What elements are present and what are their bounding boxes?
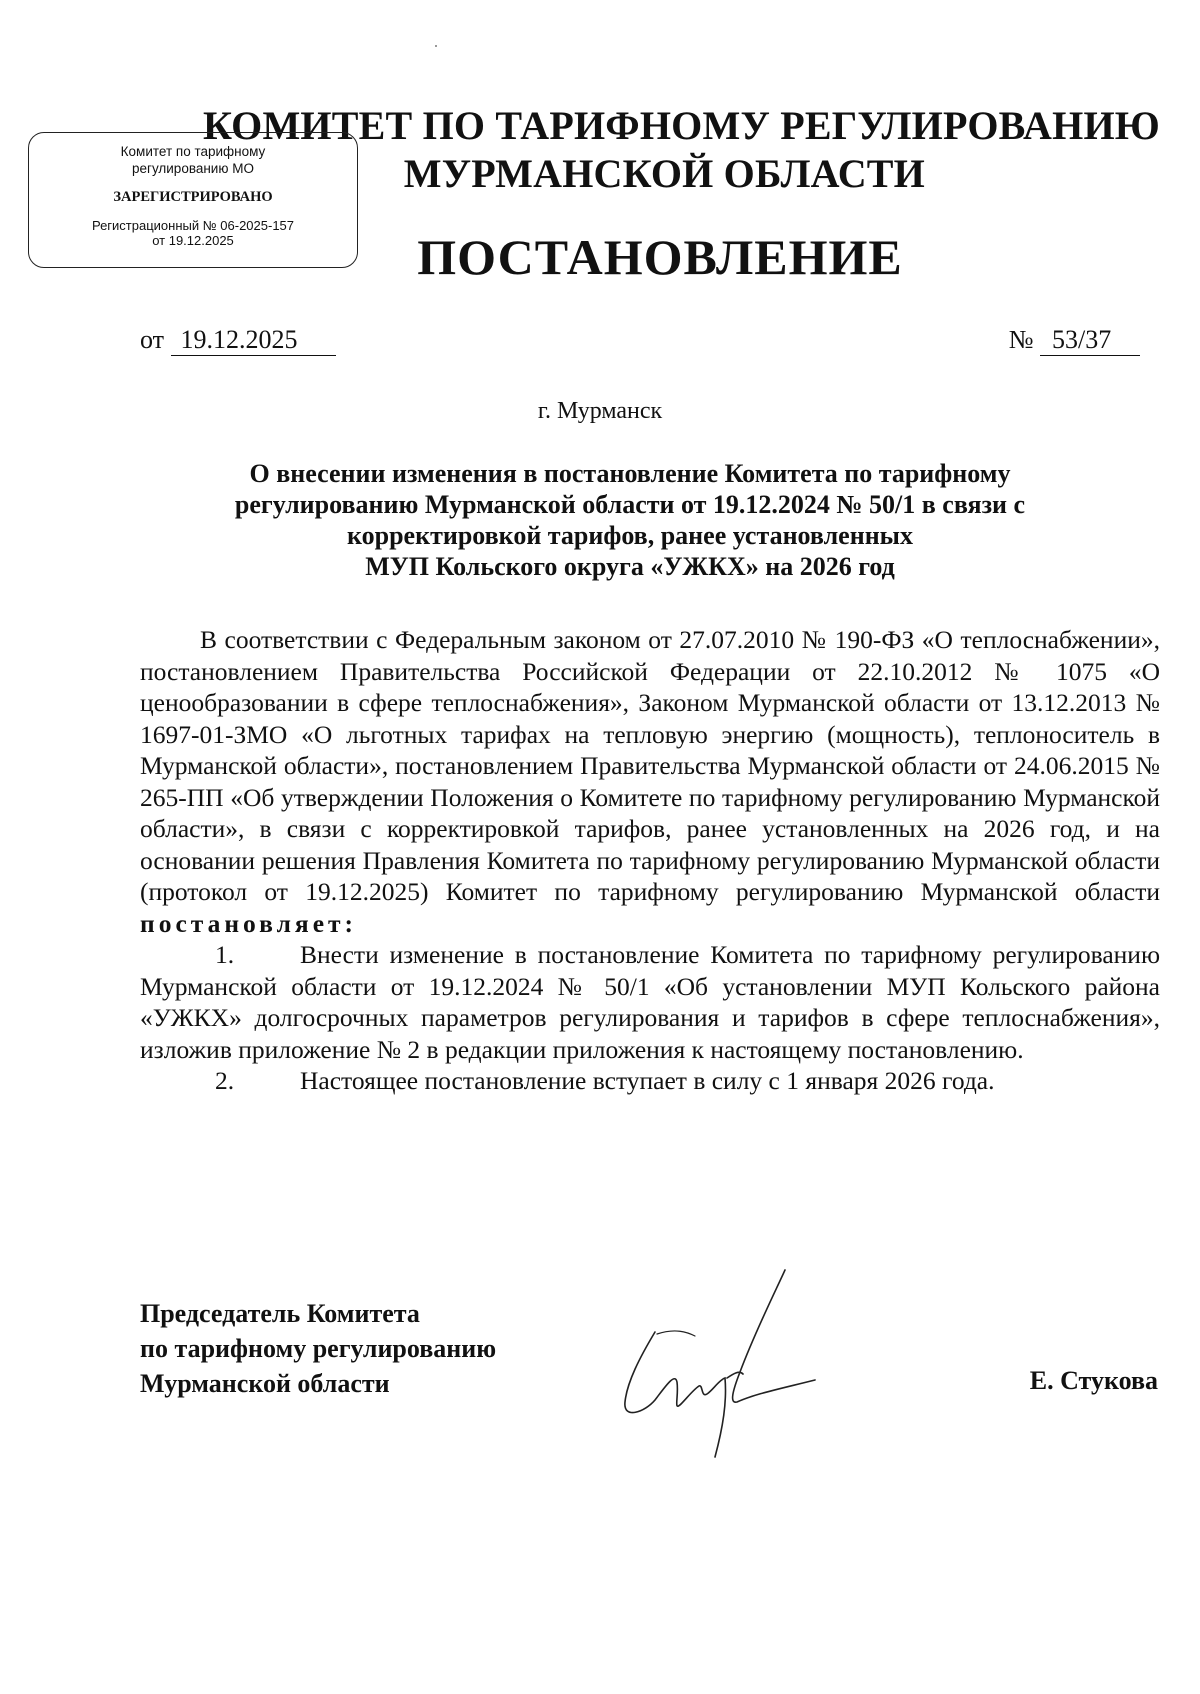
signer-position-line: Мурманской области (140, 1369, 390, 1398)
scan-speck (435, 45, 437, 47)
stamp-reg-number: Регистрационный № 06-2025-157 (91, 218, 295, 233)
stamp-reg-date: от 19.12.2025 (152, 233, 234, 248)
committee-name-line2: МУРМАНСКОЙ ОБЛАСТИ (403, 151, 925, 196)
number-label: № (1008, 325, 1034, 354)
item-text: Внести изменение в постановление Комитета по тарифному регулированию Мурманской области от 19.12.2024 № 50/1 «Об установлении МУП Кольского района «УЖКХ» долгосрочных параметров регулирования и тарифов в сфере теплоснабжения», изложив приложение № 2 в редакции приложения к настоящему постановлению. (140, 940, 1160, 1064)
document-number (1009, 325, 1140, 356)
signer-position (140, 1296, 496, 1401)
title-line: корректировкой тарифов, ранее установленных (347, 521, 913, 550)
preamble-paragraph (140, 624, 1160, 939)
document-date (140, 325, 336, 356)
signer-position-line: по тарифному регулированию (140, 1334, 497, 1363)
stamp-reg-info (29, 218, 357, 248)
registration-stamp (28, 132, 358, 268)
document-type: ПОСТАНОВЛЕНИЕ (417, 229, 903, 285)
list-item (140, 939, 1160, 1065)
title-line: МУП Кольского округа «УЖКХ» на 2026 год (365, 552, 895, 581)
item-number: 1. (215, 940, 235, 969)
stamp-status: ЗАРЕГИСТРИРОВАНО (113, 189, 273, 205)
date-label: от (140, 325, 165, 354)
list-item (140, 1065, 1160, 1097)
title-line: регулированию Мурманской области от 19.12.2024 № 50/1 в связи с (234, 490, 1026, 519)
title-line: О внесении изменения в постановление Комитета по тарифному (249, 459, 1011, 488)
stamp-org: Комитет по тарифному регулированию МО (120, 144, 266, 176)
date-value: 19.12.2025 (171, 325, 336, 356)
document-title (150, 458, 1110, 582)
city: г. Мурманск (537, 398, 663, 424)
number-value: 53/37 (1040, 325, 1140, 356)
document-body (140, 624, 1160, 1097)
preamble-text: В соответствии с Федеральным законом от 27.07.2010 № 190-ФЗ «О теплоснабжении», постановлением Правительства Российской Федерации от 22.10.2012 № 1075 «О ценообразовании в сфере теплоснабжения», Законом Мурманской области от 13.12.2013 № 1697-01-ЗМО «О льготных тарифах на тепловую энергию (мощность), теплоноситель в Мурманской области», постановлением Правительства Мурманской области от 24.06.2015 № 265-ПП «Об утверждении Положения о Комитете по тарифному регулированию Мурманской области», в связи с корректировкой тарифов, ранее установленных на 2026 год, и на основании решения Правления Комитета по тарифному регулированию Мурманской области (протокол от 19.12.2025) Комитет по тарифному регулированию Мурманской области (140, 625, 1160, 906)
handwritten-signature (615, 1262, 845, 1472)
signer-position-line: Председатель Комитета (140, 1299, 420, 1328)
signer-name: Е. Стукова (1029, 1366, 1158, 1395)
item-text: Настоящее постановление вступает в силу с 1 января 2026 года. (300, 1066, 995, 1095)
decrees-word: постановляет: (140, 908, 358, 938)
committee-name-line1: КОМИТЕТ ПО ТАРИФНОМУ РЕГУЛИРОВАНИЮ (202, 103, 1160, 148)
item-number: 2. (215, 1066, 235, 1095)
